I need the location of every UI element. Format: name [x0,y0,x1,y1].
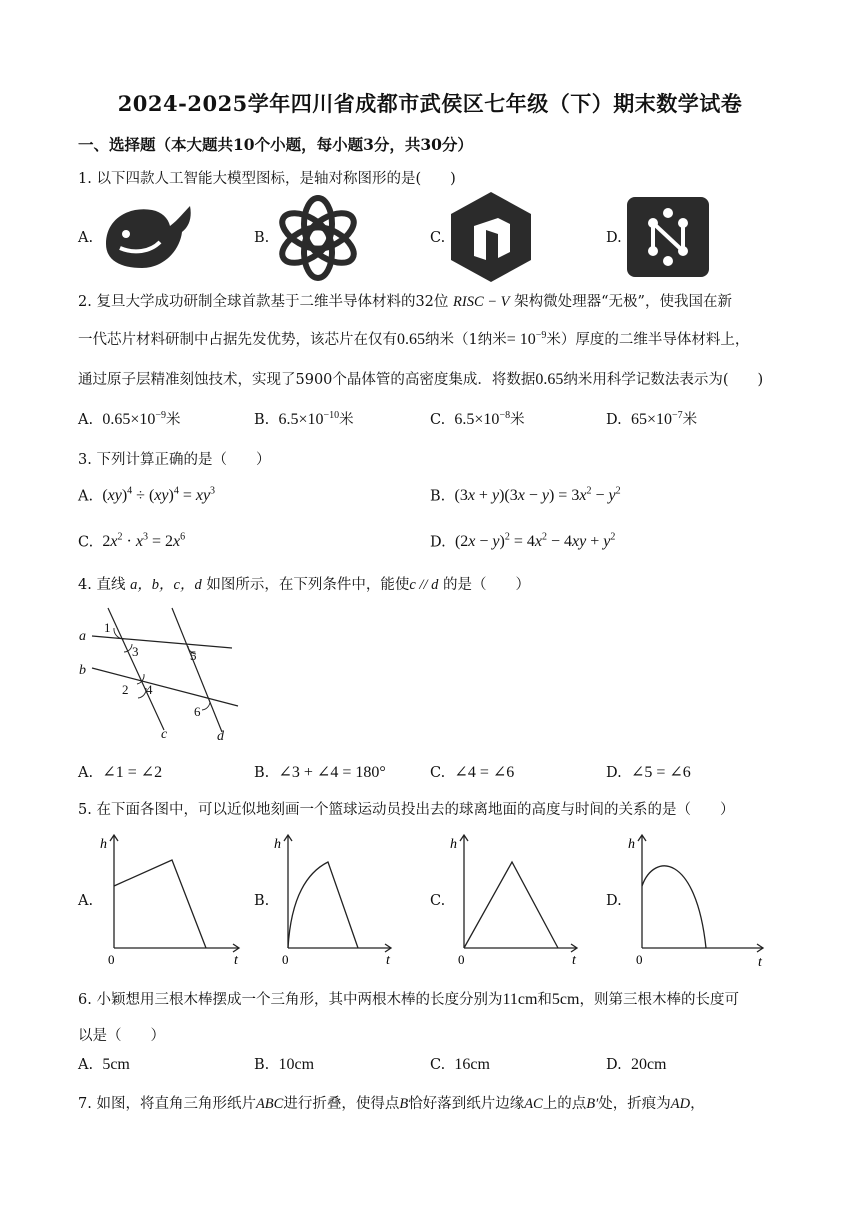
line-b-label: b [79,663,86,678]
q2-option-c: C. $6.5\times 10^{-8}$米 [430,410,525,428]
angle-1-label: 1 [104,620,111,635]
q1-option-d-label: D. [606,230,622,246]
parallel-lines-figure [76,602,246,744]
question-6-line-1: 6. 小颖想用三根木棒摆成一个三角形，其中两根木棒的长度分别为11cm和5cm，则第三根木棒的长度可 [78,991,739,1008]
svg-text:0: 0 [282,952,289,967]
svg-text:t: t [386,953,390,968]
q4-option-d: D. ∠5 = ∠6 [606,764,691,781]
page-title: 2024-2025学年四川省成都市武侯区七年级（下）期末数学试卷 [117,91,743,116]
q1-option-a-label: A. [78,230,94,246]
angle-4-label: 4 [146,682,153,697]
q5-option-b-label: B. [254,893,270,909]
q1-option-c-label: C. [430,230,446,246]
line-d-label: d [217,729,224,744]
q2-option-b: B. $6.5\times 10^{-10}$米 [254,410,354,428]
q5-option-a-label: A. [78,893,94,909]
q5-option-c-label: C. [430,893,446,909]
line-a-label: a [79,629,86,644]
question-3-stem: 3. 下列计算正确的是（ ） [78,452,271,468]
svg-text:h: h [274,837,281,852]
question-4-stem: 4. 直线 a，b，c，d 如图所示，在下列条件中，能使c // d 的是（ ） [78,577,530,593]
q6-option-d: D. 20cm [606,1056,667,1073]
knot-logo-icon [272,192,364,284]
svg-text:h: h [628,837,635,852]
q4-option-a: A. ∠1 = ∠2 [78,764,163,781]
svg-text:h: h [450,837,457,852]
q6-option-a: A. 5cm [78,1056,130,1073]
line-c-label: c [161,727,168,742]
svg-text:0: 0 [108,952,115,967]
q4-option-c: C. ∠4 = ∠6 [430,764,515,781]
svg-text:h: h [100,837,107,852]
question-2-line-2: 一代芯片材料研制中占据先发优势，该芯片在仅有0.65纳米（1纳米= $10^{-9}$米）厚度的二维半导体材料上， [78,330,750,348]
graph-d [624,828,772,970]
graph-c [446,828,586,970]
network-logo-icon [627,197,709,277]
q3-option-c: C. $2x^2 \cdot x^3 = 2x^6$ [78,532,186,551]
angle-6-label: 6 [194,704,201,719]
q1-option-b-label: B. [254,230,270,246]
q2-option-d: D. $65\times 10^{-7}$米 [606,410,698,428]
whale-logo-icon [100,198,196,276]
q6-option-b: B. 10cm [254,1056,315,1073]
question-6-line-2: 以是（ ） [78,1028,165,1044]
q5-option-d-label: D. [606,893,622,909]
question-5-stem: 5. 在下面各图中，可以近似地刻画一个篮球运动员投出去的球离地面的高度与时间的关系的是（ ） [78,802,735,818]
q3-option-b: B. $(3x + y)(3x - y) = 3x^2 - y^2$ [430,486,621,505]
q2-option-a: A. $0.65\times 10^{-9}$米 [78,410,181,428]
graph-a [96,828,248,970]
svg-text:t: t [758,955,762,970]
angle-3-label: 3 [132,644,139,659]
q3-option-a: A. $(xy)^4 \div (xy)^4 = xy^3$ [78,486,216,505]
hexagon-logo-icon [448,190,534,284]
question-7-line-1: 7. 如图，将直角三角形纸片ABC进行折叠，使得点B恰好落到纸片边缘AC上的点B′处，折痕为AD， [78,1096,705,1112]
svg-text:t: t [234,953,238,968]
graph-b [270,828,400,970]
section-heading: 一、选择题（本大题共10个小题，每小题3分，共30分） [78,135,473,154]
question-2-line-3: 通过原子层精准刻蚀技术，实现了5900个晶体管的高密度集成．将数据0.65纳米用科学记数法表示为( ) [78,371,764,388]
question-2-line-1: 2. 复旦大学成功研制全球首款基于二维半导体材料的32位 RISC − V 架构微处理器“无极”，使我国在新 [78,294,732,310]
q3-option-d: D. $(2x - y)^2 = 4x^2 - 4xy + y^2$ [430,532,616,551]
question-1-stem: 1. 以下四款人工智能大模型图标，是轴对称图形的是( ) [78,171,456,187]
angle-5-label: 5 [190,648,197,663]
svg-text:t: t [572,953,576,968]
svg-text:0: 0 [636,952,643,967]
svg-text:0: 0 [458,952,465,967]
q4-option-b: B. ∠3 + ∠4 = 180° [254,764,386,781]
q6-option-c: C. 16cm [430,1056,490,1073]
angle-2-label: 2 [122,682,129,697]
